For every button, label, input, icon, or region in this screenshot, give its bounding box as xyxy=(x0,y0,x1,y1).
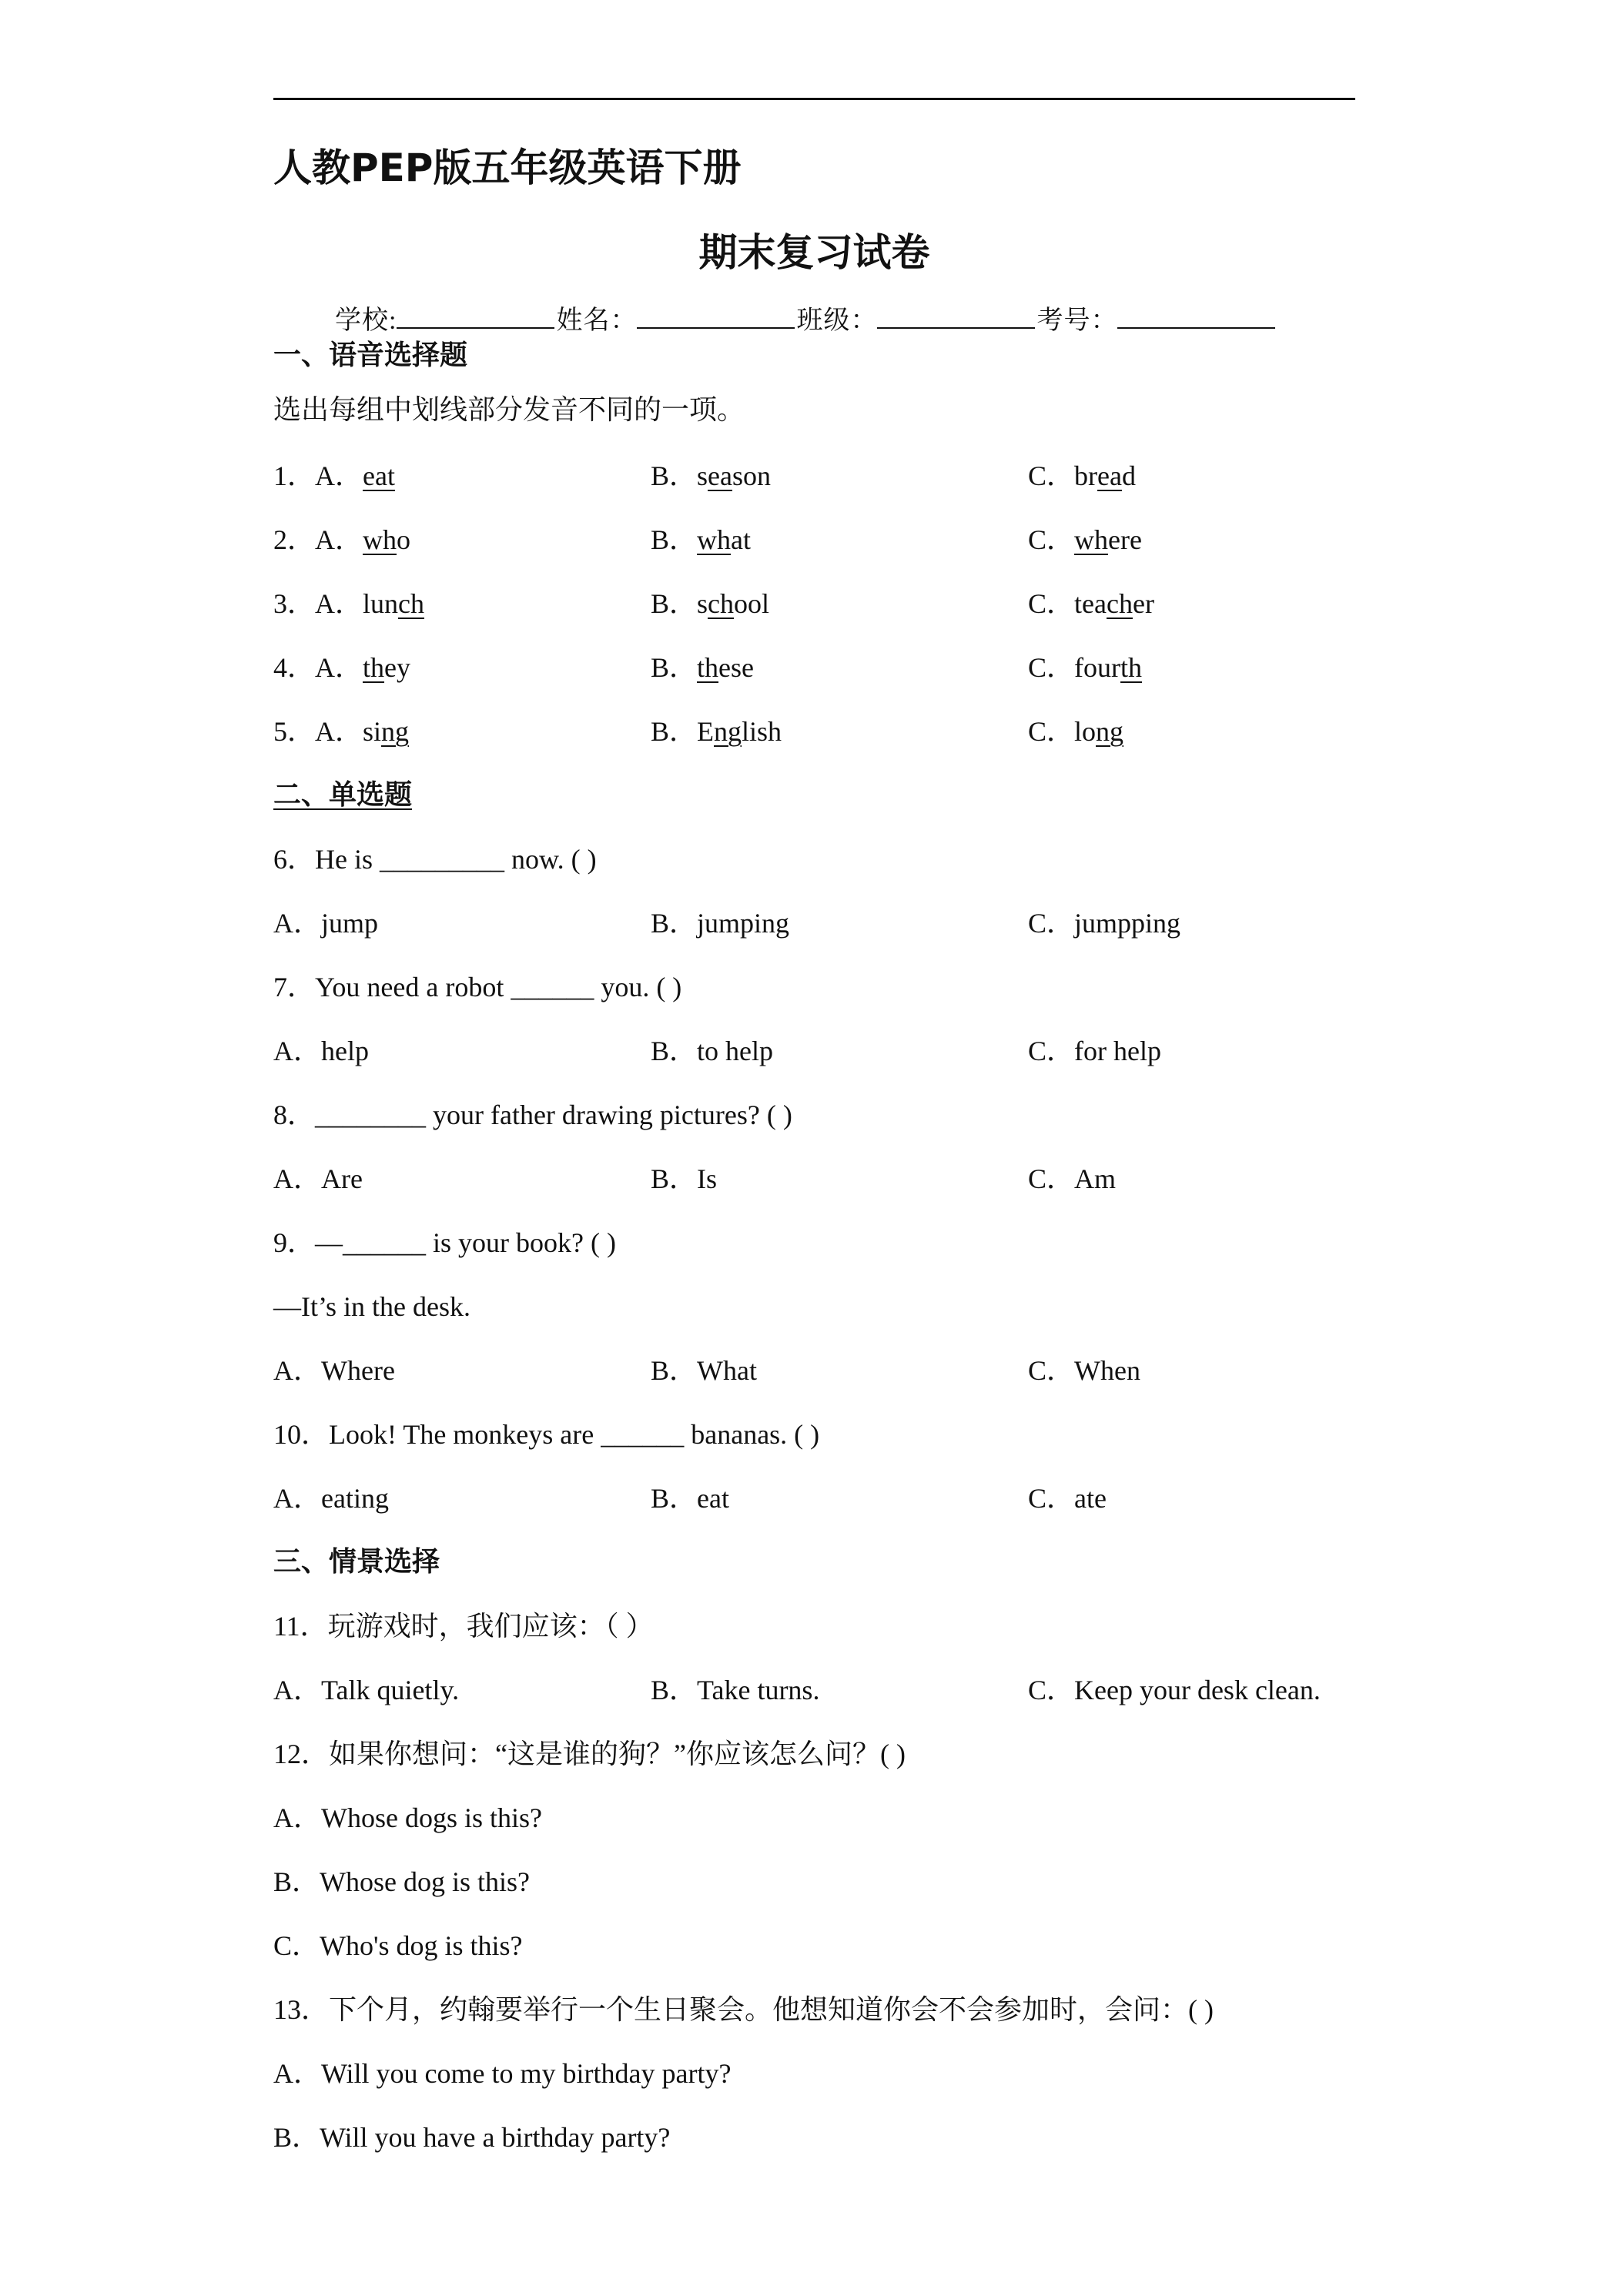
header-rule xyxy=(273,98,1355,100)
exam-page xyxy=(273,0,1355,2296)
q8-option-b[interactable]: B．Is xyxy=(651,1163,718,1194)
q9-stem: 9．—______ is your book? ( ) xyxy=(273,1227,616,1258)
q8-option-a[interactable]: A．Are xyxy=(273,1163,363,1194)
q6-option-a[interactable]: A．jump xyxy=(273,908,379,939)
name-label: 姓名： xyxy=(556,306,638,335)
exam-no-blank[interactable] xyxy=(1117,295,1275,329)
section1-instruction: 选出每组中划线部分发音不同的一项。 xyxy=(273,394,745,425)
q5-option-c[interactable]: C．long xyxy=(1028,716,1124,747)
q11-option-c[interactable]: C．Keep your desk clean. xyxy=(1028,1675,1321,1705)
q9-option-c[interactable]: C．When xyxy=(1028,1355,1140,1386)
q2-option-c[interactable]: C．where xyxy=(1028,524,1142,555)
q12-option-a[interactable]: A．Whose dogs is this? xyxy=(273,1802,542,1833)
q11-option-b[interactable]: B．Take turns. xyxy=(651,1675,820,1705)
q12-option-b[interactable]: B．Whose dog is this? xyxy=(273,1866,530,1897)
q8-stem: 8．________ your father drawing pictures? ( ) xyxy=(273,1099,792,1130)
q1-a-underlined: eat xyxy=(363,460,395,491)
q4-option-a[interactable]: 4．A．they xyxy=(273,652,410,683)
school-blank[interactable] xyxy=(397,295,554,329)
q1-number: 1．A． xyxy=(273,460,363,491)
q3-option-b[interactable]: B．school xyxy=(651,588,770,619)
class-label: 班级： xyxy=(796,306,878,335)
q7-option-c[interactable]: C．for help xyxy=(1028,1036,1161,1066)
q4-option-b[interactable]: B．these xyxy=(651,652,754,683)
q8-option-c[interactable]: C．Am xyxy=(1028,1163,1117,1194)
q6-option-b[interactable]: B．jumping xyxy=(651,908,790,939)
exam-title-line1: 人教PEP版五年级英语下册 xyxy=(273,146,742,190)
q1-option-b[interactable]: B．season xyxy=(651,460,772,491)
q6-stem: 6．He is _________ now. ( ) xyxy=(273,844,597,875)
name-blank[interactable] xyxy=(637,295,795,329)
q9-stem-answer: —It’s in the desk. xyxy=(273,1291,470,1322)
q13-stem: 13．下个月，约翰要举行一个生日聚会。他想知道你会不会参加时，会问：( ) xyxy=(273,1994,1214,2025)
section2-heading: 二、单选题 xyxy=(273,779,413,811)
q11-stem: 11．玩游戏时，我们应该：（ ） xyxy=(273,1611,654,1642)
q10-option-c[interactable]: C．ate xyxy=(1028,1483,1107,1514)
q9-option-b[interactable]: B．What xyxy=(651,1355,757,1386)
student-info-row xyxy=(335,295,1277,342)
q5-option-b[interactable]: B．English xyxy=(651,716,782,747)
q1-option-a[interactable] xyxy=(273,453,395,499)
q12-stem: 12．如果你想问：“这是谁的狗？”你应该怎么问？( ) xyxy=(273,1739,906,1769)
q5-option-a[interactable]: 5．A．sing xyxy=(273,716,410,747)
q2-option-a[interactable]: 2．A．who xyxy=(273,524,410,555)
section3-heading: 三、情景选择 xyxy=(273,1546,440,1578)
q7-option-b[interactable]: B．to help xyxy=(651,1036,773,1066)
q10-option-a[interactable]: A．eating xyxy=(273,1483,389,1514)
school-label: 学校: xyxy=(335,306,397,335)
q7-stem: 7．You need a robot ______ you. ( ) xyxy=(273,972,682,1002)
section1-heading: 一、语音选择题 xyxy=(273,340,468,371)
class-blank[interactable] xyxy=(877,295,1035,329)
q6-option-c[interactable]: C．jumpping xyxy=(1028,908,1181,939)
q12-option-c[interactable]: C．Who's dog is this? xyxy=(273,1930,523,1961)
q7-option-a[interactable]: A．help xyxy=(273,1036,369,1066)
exam-no-label: 考号： xyxy=(1036,306,1118,335)
q10-option-b[interactable]: B．eat xyxy=(651,1483,729,1514)
q13-option-b[interactable]: B．Will you have a birthday party? xyxy=(273,2122,671,2153)
q3-option-a[interactable]: 3．A．lunch xyxy=(273,588,424,619)
q1-option-c[interactable]: C．bread xyxy=(1028,460,1136,491)
q3-option-c[interactable]: C．teacher xyxy=(1028,588,1154,619)
q11-option-a[interactable]: A．Talk quietly. xyxy=(273,1675,460,1705)
q13-option-a[interactable]: A．Will you come to my birthday party? xyxy=(273,2058,732,2089)
q9-option-a[interactable]: A．Where xyxy=(273,1355,395,1386)
q4-option-c[interactable]: C．fourth xyxy=(1028,652,1143,683)
q2-option-b[interactable]: B．what xyxy=(651,524,751,555)
exam-title-line2: 期末复习试卷 xyxy=(698,230,930,275)
q10-stem: 10．Look! The monkeys are ______ bananas. ( ) xyxy=(273,1419,820,1450)
